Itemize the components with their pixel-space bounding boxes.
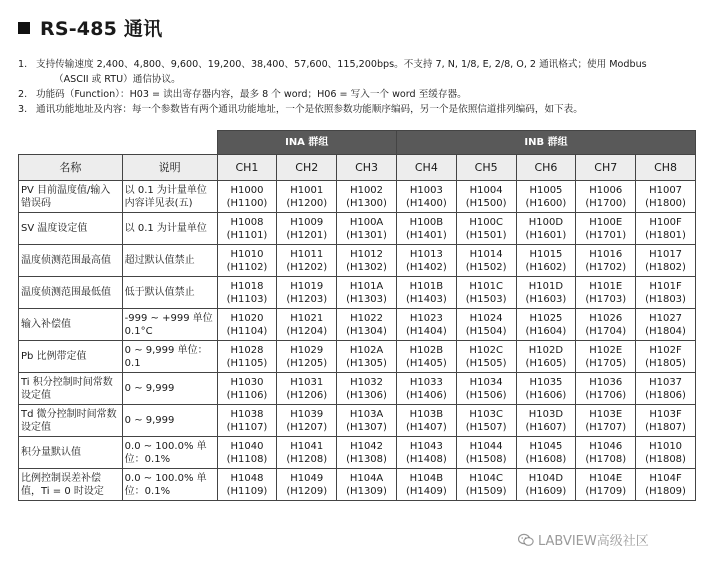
register-cell [217,245,277,277]
register-address: H1009 [290,216,324,228]
register-cell [636,245,696,277]
register-alt-address: (H1600) [525,197,567,209]
register-address: H1021 [290,312,324,324]
header-desc: 说明 [122,155,217,181]
register-address: H1027 [649,312,683,324]
register-alt-address: (H1406) [405,389,447,401]
register-address: H102E [589,344,623,356]
register-address: H1015 [529,248,563,260]
register-address: H100B [409,216,444,228]
register-address: H1029 [290,344,324,356]
register-alt-address: (H1300) [346,197,387,209]
register-alt-address: (H1700) [585,197,627,209]
register-alt-address: (H1401) [405,229,447,241]
register-alt-address: (H1308) [346,453,387,465]
register-address: H1019 [290,280,324,292]
register-cell [456,309,516,341]
register-address: H104C [469,472,503,484]
register-cell [576,181,636,213]
register-cell [516,437,576,469]
register-cell [277,277,337,309]
register-alt-address: (H1702) [585,261,627,273]
register-alt-address: (H1102) [226,261,268,273]
register-address: H101B [409,280,444,292]
header-ch6: CH6 [516,155,576,181]
register-address: H104E [589,472,623,484]
register-alt-address: (H1506) [465,389,507,401]
header-ch2: CH2 [277,155,337,181]
register-cell [217,213,277,245]
register-address: H1030 [230,376,264,388]
register-cell [456,213,516,245]
register-cell [217,405,277,437]
register-cell [396,373,456,405]
param-desc: 以 0.1 为计量单位 [122,213,217,245]
register-address: H1042 [350,440,384,452]
register-table [18,130,696,501]
register-alt-address: (H1604) [525,325,567,337]
register-address: H1038 [230,408,264,420]
register-address: H101C [469,280,503,292]
register-alt-address: (H1807) [645,421,686,433]
register-cell [636,341,696,373]
register-alt-address: (H1405) [405,357,447,369]
register-address: H1010 [649,440,683,452]
register-address: H102A [349,344,384,356]
register-alt-address: (H1409) [405,485,447,497]
register-cell [456,277,516,309]
register-address: H1000 [230,184,264,196]
register-address: H100E [589,216,623,228]
register-alt-address: (H1804) [645,325,686,337]
register-alt-address: (H1602) [525,261,567,273]
table-row [19,469,696,501]
register-cell [516,373,576,405]
note-2: 2. 功能码（Function）：H03 = 读出寄存器内容，最多 8 个 word；H06 = 写入一个 word 至缓存器。 [18,89,467,100]
register-address: H103E [589,408,623,420]
title-text: RS-485 通讯 [40,18,163,40]
register-cell [396,213,456,245]
register-alt-address: (H1605) [525,357,567,369]
register-alt-address: (H1803) [645,293,686,305]
register-cell [516,213,576,245]
register-alt-address: (H1206) [286,389,328,401]
register-cell [636,469,696,501]
register-alt-address: (H1209) [286,485,328,497]
register-alt-address: (H1104) [226,325,268,337]
register-cell [636,277,696,309]
register-alt-address: (H1701) [585,229,627,241]
param-desc: 以 0.1 为计量单位内容详见表(五) [122,181,217,213]
register-address: H1022 [350,312,384,324]
register-address: H102B [409,344,444,356]
register-alt-address: (H1105) [226,357,268,369]
register-cell [516,277,576,309]
table-row [19,309,696,341]
register-alt-address: (H1800) [645,197,686,209]
register-alt-address: (H1106) [226,389,268,401]
param-name: 比例控制误差补偿值，Ti = 0 时设定 [19,469,123,501]
register-cell [337,469,397,501]
register-address: H1023 [409,312,443,324]
register-address: H101A [349,280,384,292]
group-inb: INB 群组 [396,131,695,155]
register-address: H101D [528,280,564,292]
register-cell [396,277,456,309]
register-address: H100F [649,216,682,228]
register-address: H102C [469,344,503,356]
register-address: H1039 [290,408,324,420]
title-bullet-icon [18,22,30,34]
register-alt-address: (H1601) [525,229,567,241]
register-cell [516,469,576,501]
register-address: H1037 [649,376,683,388]
register-cell [636,373,696,405]
param-name: PV 目前温度值/输入错误码 [19,181,123,213]
register-alt-address: (H1407) [405,421,447,433]
register-alt-address: (H1704) [585,325,627,337]
register-cell [396,405,456,437]
register-alt-address: (H1301) [346,229,387,241]
register-cell [217,469,277,501]
register-cell [576,341,636,373]
register-address: H104F [649,472,682,484]
register-cell [277,309,337,341]
register-cell [456,245,516,277]
register-alt-address: (H1500) [465,197,507,209]
register-address: H102F [649,344,682,356]
register-cell [217,181,277,213]
param-name: Pb 比例带定值 [19,341,123,373]
register-alt-address: (H1404) [405,325,447,337]
register-alt-address: (H1303) [346,293,387,305]
register-address: H1036 [589,376,623,388]
register-address: H100D [528,216,564,228]
register-address: H1031 [290,376,324,388]
register-alt-address: (H1309) [346,485,387,497]
register-alt-address: (H1205) [286,357,328,369]
register-cell [636,405,696,437]
notes-list [18,57,698,117]
param-desc: -999 ~ +999 单位 0.1°C [122,309,217,341]
register-cell [576,405,636,437]
register-address: H1026 [589,312,623,324]
register-address: H1008 [230,216,264,228]
register-cell [636,309,696,341]
register-cell [516,341,576,373]
table-row [19,405,696,437]
register-cell [516,181,576,213]
param-desc: 0 ~ 9,999 [122,405,217,437]
register-cell [576,373,636,405]
register-alt-address: (H1208) [286,453,328,465]
register-address: H1025 [529,312,563,324]
register-cell [277,181,337,213]
register-address: H1035 [529,376,563,388]
register-address: H1014 [469,248,503,260]
param-name: 温度侦测范围最高值 [19,245,123,277]
param-name: Ti 积分控制时间常数设定值 [19,373,123,405]
register-address: H1016 [589,248,623,260]
register-address: H1043 [409,440,443,452]
register-cell [576,309,636,341]
register-cell [337,437,397,469]
register-address: H1012 [350,248,384,260]
register-alt-address: (H1802) [645,261,686,273]
param-name: 温度侦测范围最低值 [19,277,123,309]
register-address: H103A [349,408,384,420]
register-alt-address: (H1202) [286,261,328,273]
param-name: Td 微分控制时间常数设定值 [19,405,123,437]
register-cell [277,437,337,469]
register-cell [396,181,456,213]
note-3: 3. 通讯功能地址及内容：每一个参数皆有两个通讯功能地址，一个是依照参数功能顺序编码，另一个是依照信道排列编码，如下表。 [18,104,583,115]
register-address: H1013 [409,248,443,260]
register-cell [217,373,277,405]
register-cell [396,437,456,469]
register-cell [217,309,277,341]
register-address: H1017 [649,248,683,260]
register-alt-address: (H1305) [346,357,387,369]
register-alt-address: (H1708) [585,453,627,465]
table-row [19,181,696,213]
register-address: H1048 [230,472,264,484]
register-cell [456,181,516,213]
register-alt-address: (H1304) [346,325,387,337]
register-cell [277,373,337,405]
param-desc: 超过默认值禁止 [122,245,217,277]
register-address: H1004 [469,184,503,196]
register-address: H1049 [290,472,324,484]
group-ina: INA 群组 [217,131,396,155]
register-alt-address: (H1403) [405,293,447,305]
register-address: H1005 [529,184,563,196]
group-blank-cell [19,131,218,155]
param-desc: 0.0 ~ 100.0% 单位：0.1% [122,437,217,469]
table-row [19,437,696,469]
register-alt-address: (H1806) [645,389,686,401]
register-cell [396,341,456,373]
register-alt-address: (H1606) [525,389,567,401]
table-row [19,373,696,405]
register-cell [516,309,576,341]
header-ch8: CH8 [636,155,696,181]
register-address: H1032 [350,376,384,388]
table-row [19,213,696,245]
register-alt-address: (H1603) [525,293,567,305]
register-alt-address: (H1509) [465,485,507,497]
register-alt-address: (H1705) [585,357,627,369]
register-cell [277,405,337,437]
register-alt-address: (H1400) [405,197,447,209]
register-address: H1034 [469,376,503,388]
register-address: H103F [649,408,682,420]
register-cell [277,245,337,277]
register-cell [576,245,636,277]
register-cell [516,405,576,437]
register-cell [636,437,696,469]
register-address: H103C [469,408,503,420]
register-address: H1040 [230,440,264,452]
register-alt-address: (H1103) [226,293,268,305]
param-name: 输入补偿值 [19,309,123,341]
register-address: H1041 [290,440,324,452]
register-address: H104A [349,472,384,484]
register-alt-address: (H1302) [346,261,387,273]
register-cell [576,469,636,501]
register-alt-address: (H1201) [286,229,328,241]
table-row [19,341,696,373]
register-cell [456,405,516,437]
table-row [19,277,696,309]
register-alt-address: (H1505) [465,357,507,369]
register-alt-address: (H1808) [645,453,686,465]
register-address: H101E [589,280,623,292]
register-cell [576,213,636,245]
param-name: 积分量默认值 [19,437,123,469]
watermark-text: LABVIEW高级社区 [538,534,649,549]
register-cell [636,181,696,213]
register-address: H104D [528,472,564,484]
register-alt-address: (H1101) [226,229,268,241]
register-address: H1044 [469,440,503,452]
register-cell [456,469,516,501]
register-alt-address: (H1608) [525,453,567,465]
register-cell [337,341,397,373]
register-address: H1045 [529,440,563,452]
register-address: H1011 [290,248,324,260]
register-address: H100A [349,216,384,228]
register-cell [337,309,397,341]
register-cell [217,277,277,309]
register-cell [277,341,337,373]
register-alt-address: (H1504) [465,325,507,337]
param-name: SV 温度设定值 [19,213,123,245]
register-cell [337,213,397,245]
register-alt-address: (H1408) [405,453,447,465]
register-cell [576,277,636,309]
register-cell [337,405,397,437]
watermark [518,530,649,549]
register-cell [576,437,636,469]
register-alt-address: (H1203) [286,293,328,305]
register-cell [396,309,456,341]
register-alt-address: (H1809) [645,485,686,497]
register-cell [456,437,516,469]
param-desc: 低于默认值禁止 [122,277,217,309]
register-address: H1007 [649,184,683,196]
register-cell [337,277,397,309]
register-cell [456,341,516,373]
header-ch4: CH4 [396,155,456,181]
group-header-row [19,131,696,155]
param-desc: 0 ~ 9,999 单位：0.1 [122,341,217,373]
header-name: 名称 [19,155,123,181]
register-address: H1046 [589,440,623,452]
header-ch7: CH7 [576,155,636,181]
register-alt-address: (H1109) [226,485,268,497]
register-alt-address: (H1207) [286,421,328,433]
register-address: H1010 [230,248,264,260]
register-alt-address: (H1307) [346,421,387,433]
header-ch1: CH1 [217,155,277,181]
register-alt-address: (H1508) [465,453,507,465]
header-ch3: CH3 [337,155,397,181]
register-cell [337,373,397,405]
register-address: H103D [528,408,564,420]
register-alt-address: (H1507) [465,421,507,433]
register-alt-address: (H1703) [585,293,627,305]
column-header-row [19,155,696,181]
register-address: H1020 [230,312,264,324]
register-cell [217,341,277,373]
register-cell [337,245,397,277]
register-address: H1028 [230,344,264,356]
register-alt-address: (H1503) [465,293,507,305]
param-desc: 0 ~ 9,999 [122,373,217,405]
header-ch5: CH5 [456,155,516,181]
register-alt-address: (H1100) [226,197,268,209]
register-alt-address: (H1609) [525,485,567,497]
register-address: H1001 [290,184,324,196]
register-cell [456,373,516,405]
register-cell [217,437,277,469]
register-cell [337,181,397,213]
register-address: H102D [528,344,564,356]
page-title [18,14,162,41]
register-alt-address: (H1402) [405,261,447,273]
register-alt-address: (H1805) [645,357,686,369]
register-alt-address: (H1706) [585,389,627,401]
note-1: 1. 支持传输速度 2,400、4,800、9,600、19,200、38,400、57,600、115,200bps。不支持 7, N, 1/8, E, 2/8, O, 2 通讯格式；使用 Modbus （ASCII 或 RTU）通信协议。 [18,59,647,85]
register-alt-address: (H1607) [525,421,567,433]
register-alt-address: (H1306) [346,389,387,401]
register-cell [277,469,337,501]
register-cell [636,213,696,245]
register-address: H1003 [409,184,443,196]
register-cell [277,213,337,245]
register-address: H104B [409,472,444,484]
register-alt-address: (H1707) [585,421,627,433]
register-alt-address: (H1107) [226,421,268,433]
register-address: H1024 [469,312,503,324]
register-address: H101F [649,280,682,292]
register-alt-address: (H1801) [645,229,686,241]
register-address: H1033 [409,376,443,388]
register-cell [396,469,456,501]
register-alt-address: (H1502) [465,261,507,273]
register-address: H100C [469,216,503,228]
table-row [19,245,696,277]
register-alt-address: (H1108) [226,453,268,465]
wechat-icon [518,533,534,547]
register-address: H1006 [589,184,623,196]
register-alt-address: (H1709) [585,485,627,497]
param-desc: 0.0 ~ 100.0% 单位：0.1% [122,469,217,501]
register-alt-address: (H1501) [465,229,507,241]
register-cell [396,245,456,277]
register-alt-address: (H1204) [286,325,328,337]
register-alt-address: (H1200) [286,197,328,209]
register-cell [516,245,576,277]
register-address: H103B [409,408,444,420]
register-address: H1002 [350,184,384,196]
register-address: H1018 [230,280,264,292]
